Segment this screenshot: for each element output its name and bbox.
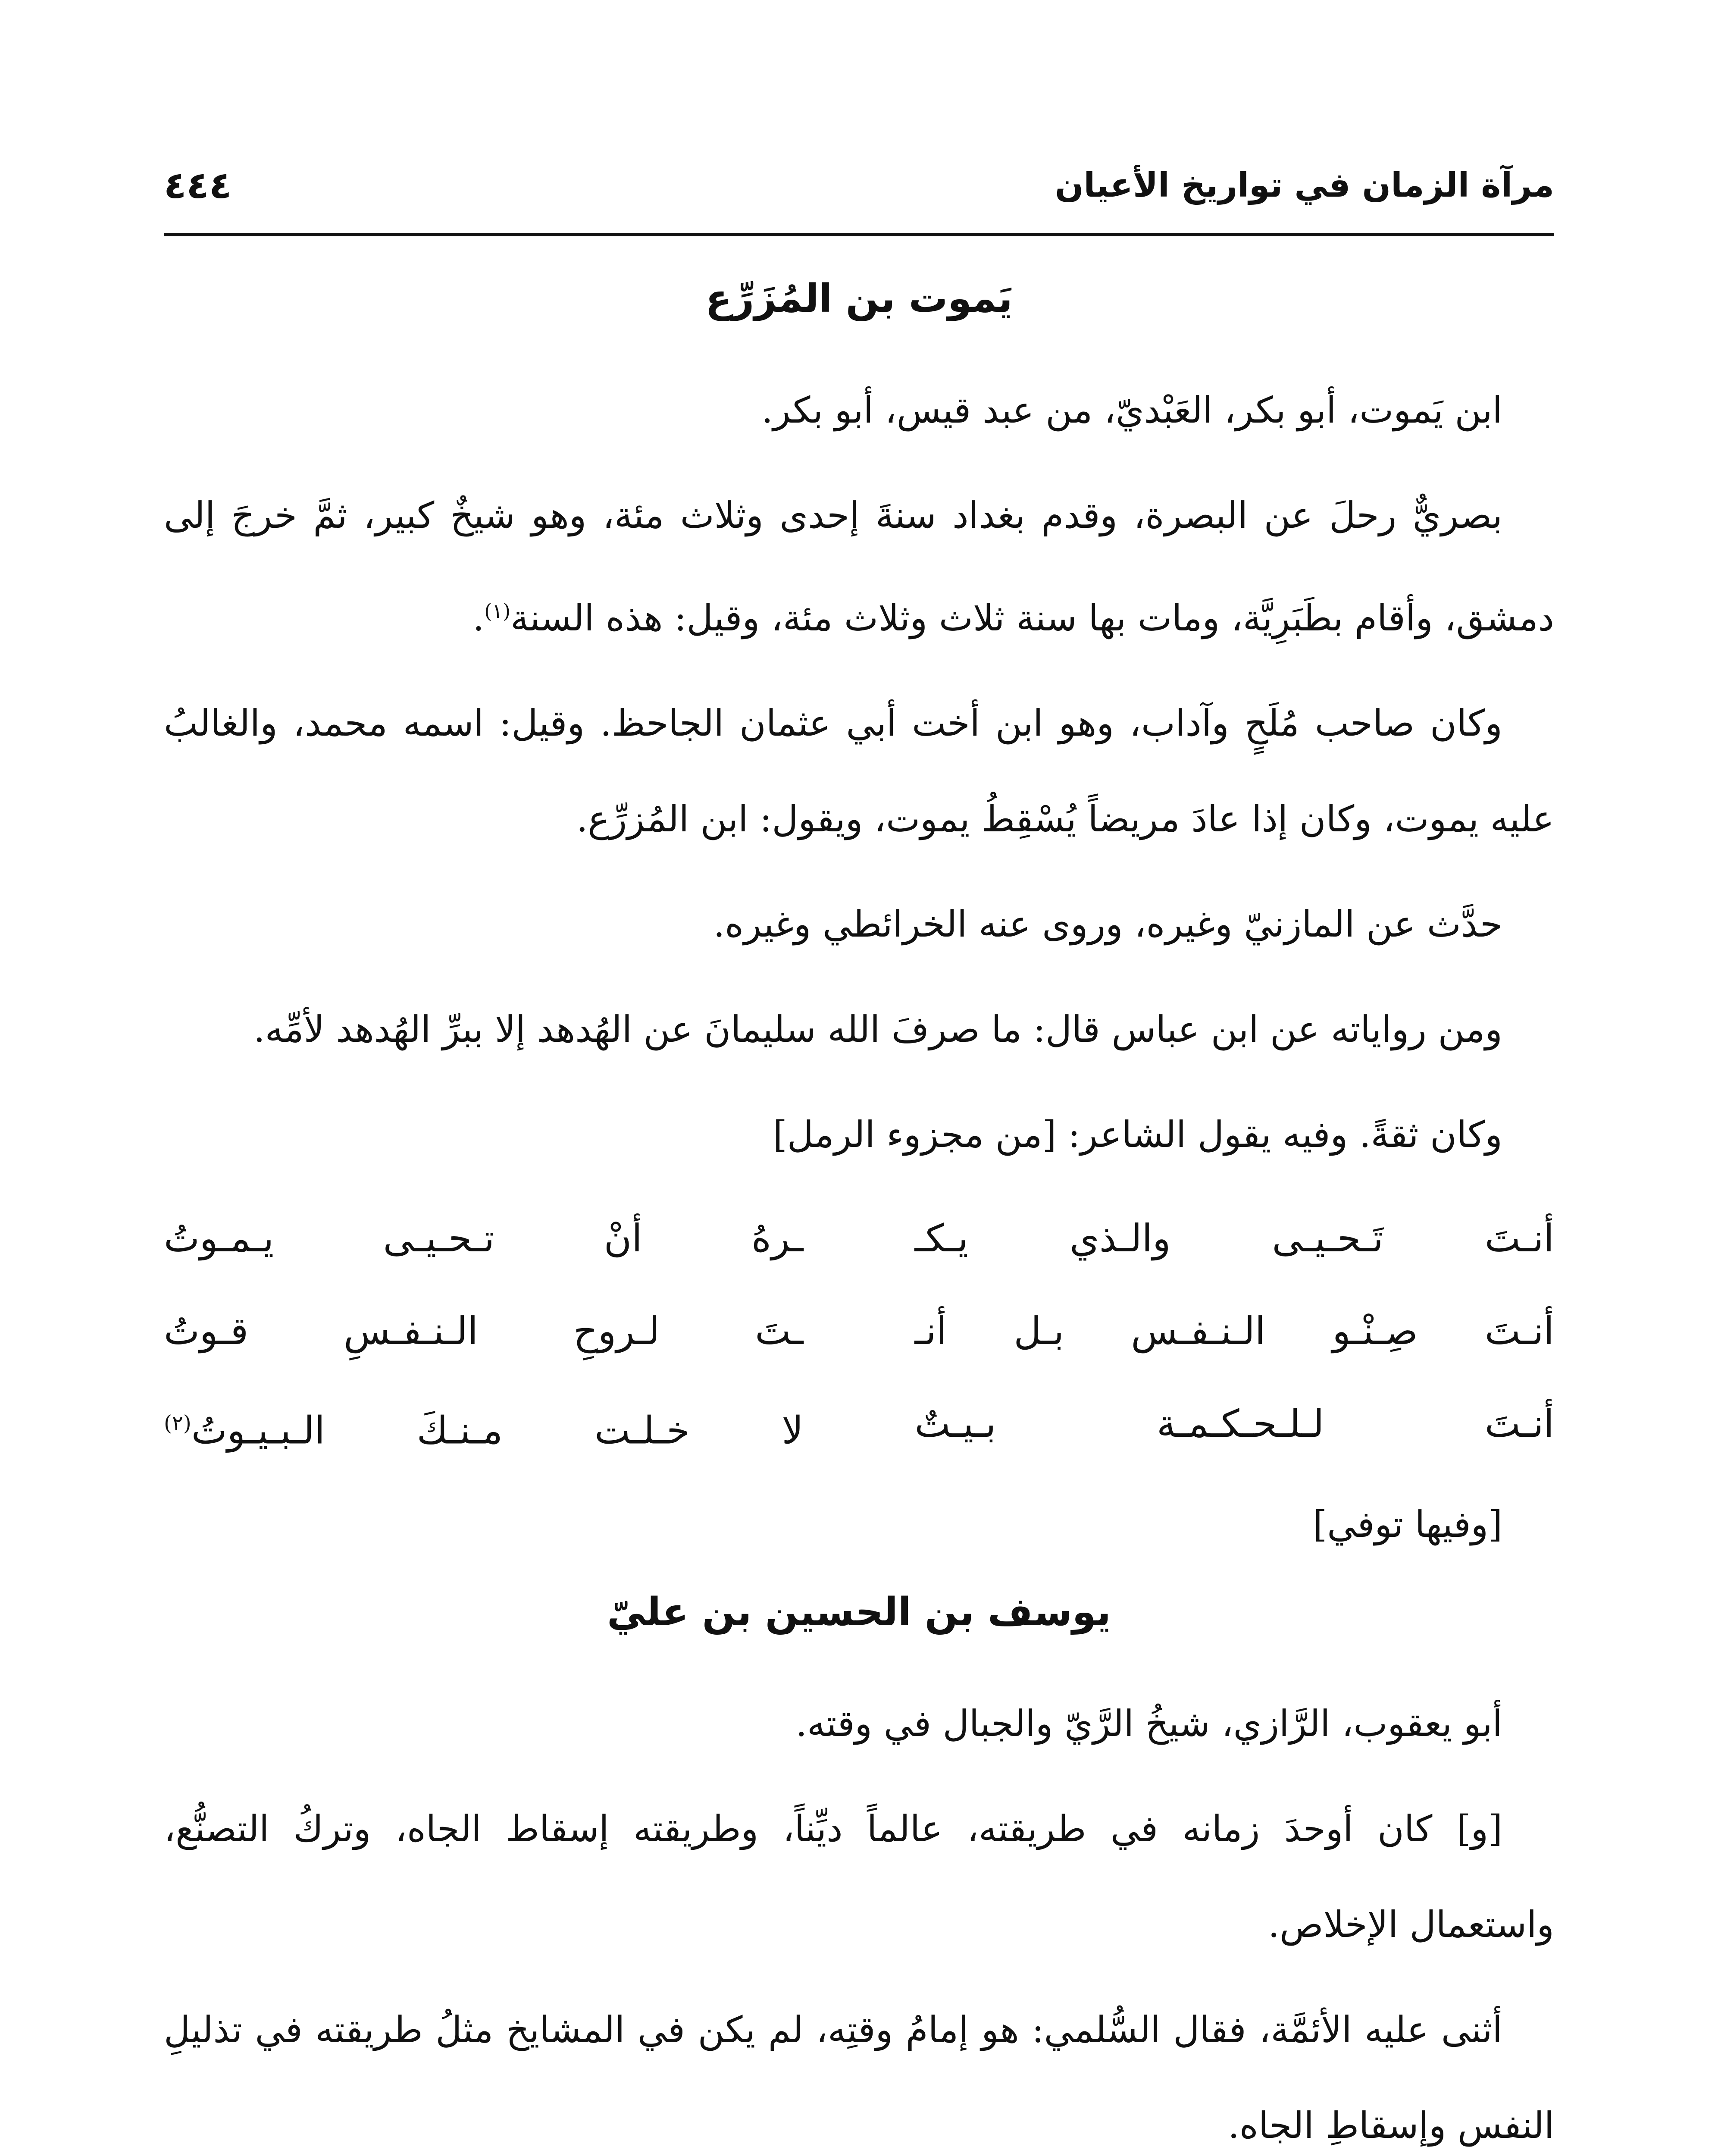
poem-verse [164, 1285, 1554, 1377]
paragraph [164, 467, 1554, 666]
verse-second-hemistich: ـرهُ أنْ تـحـيـى يـمـوتُ [164, 1216, 804, 1260]
paragraph: أثنى عليه الأئمَّة، فقال السُّلمي: هو إمامُ وقتِه، لم يكن في المشايخ مثلُ طريقته في تذليلِ النفس وإسقاطِ الجاه. [164, 2009, 1554, 2147]
paragraph-text: بصريٌّ رحلَ عن البصرة، وقدم بغداد سنةَ إحدى وثلاث مئة، وهو شيخٌ كبير، ثمَّ خرجَ إلى دمشق، وأقام بطَبَرِيَّة، ومات بها سنة ثلاث وثلاث مئة، وقيل: هذه السنة [164, 494, 1554, 639]
poem-verse [164, 1377, 1554, 1476]
paragraph: أبو يعقوب، الرَّازي، شيخُ الرَّيّ والجبال في وقته. [795, 1702, 1502, 1745]
paragraph-end: . [473, 597, 485, 639]
verse-first-hemistich: أنـتَ صِـنْـو الـنـفـس بـل أنـ [914, 1309, 1554, 1353]
footnote-marker: (٢) [164, 1411, 191, 1435]
hemistich-text: لا خـلـت مـنـكَ الـبـيـوتُ [191, 1408, 804, 1453]
paragraph: [و] كان أوحدَ زمانه في طريقته، عالماً ديِّناً، وطريقته إسقاط الجاه، وتركُ التصنُّع، واستعمال الإخلاص. [164, 1808, 1554, 1946]
paragraph: وكان صاحب مُلَحٍ وآداب، وهو ابن أخت أبي عثمان الجاحظ. وقيل: اسمه محمد، والغالبُ عليه يموت، وكان إذا عادَ مريضاً يُسْقِطُ يموت، ويقول: ابن المُزرِّع. [164, 702, 1554, 840]
main-text [164, 259, 1554, 2156]
paragraph: حدَّث عن المازنيّ وغيره، وروى عنه الخرائطي وغيره. [713, 903, 1502, 945]
paragraph: ومن رواياته عن ابن عباس قال: ما صرفَ الله سليمانَ عن الهُدهد إلا ببرِّ الهُدهد لأمِّه. [253, 1008, 1502, 1050]
running-header [164, 153, 1554, 218]
verse-second-hemistich [164, 1377, 804, 1476]
editorial-note: [وفيها توفي] [1313, 1503, 1502, 1546]
poem [164, 1192, 1554, 1476]
paragraph: وكان ثقةً. وفيه يقول الشاعر: [من مجزوء الرمل] [773, 1113, 1502, 1156]
header-rule [164, 233, 1554, 236]
page-number: ٤٤٤ [164, 164, 232, 207]
verse-first-hemistich: أنـتَ تَـحـيـى والـذي يـكـ [914, 1216, 1554, 1260]
entry-heading-yusuf: يوسف بن الحسين بن عليّ [607, 1589, 1111, 1635]
poem-verse [164, 1192, 1554, 1285]
verse-first-hemistich: أنـتَ لـلـحـكـمـة بـيـتٌ [914, 1401, 1554, 1446]
running-title: مرآة الزمان في تواريخ الأعيان [1055, 166, 1554, 205]
footnote-marker: (١) [484, 599, 511, 623]
entry-heading-yamut: يَموت بن المُزَرِّع [705, 276, 1013, 321]
verse-second-hemistich: ـتَ لـروحِ الـنـفـسِ قـوتُ [164, 1309, 804, 1353]
paragraph: ابن يَموت، أبو بكر، العَبْديّ، من عبد قيس، أبو بكر. [761, 389, 1502, 431]
